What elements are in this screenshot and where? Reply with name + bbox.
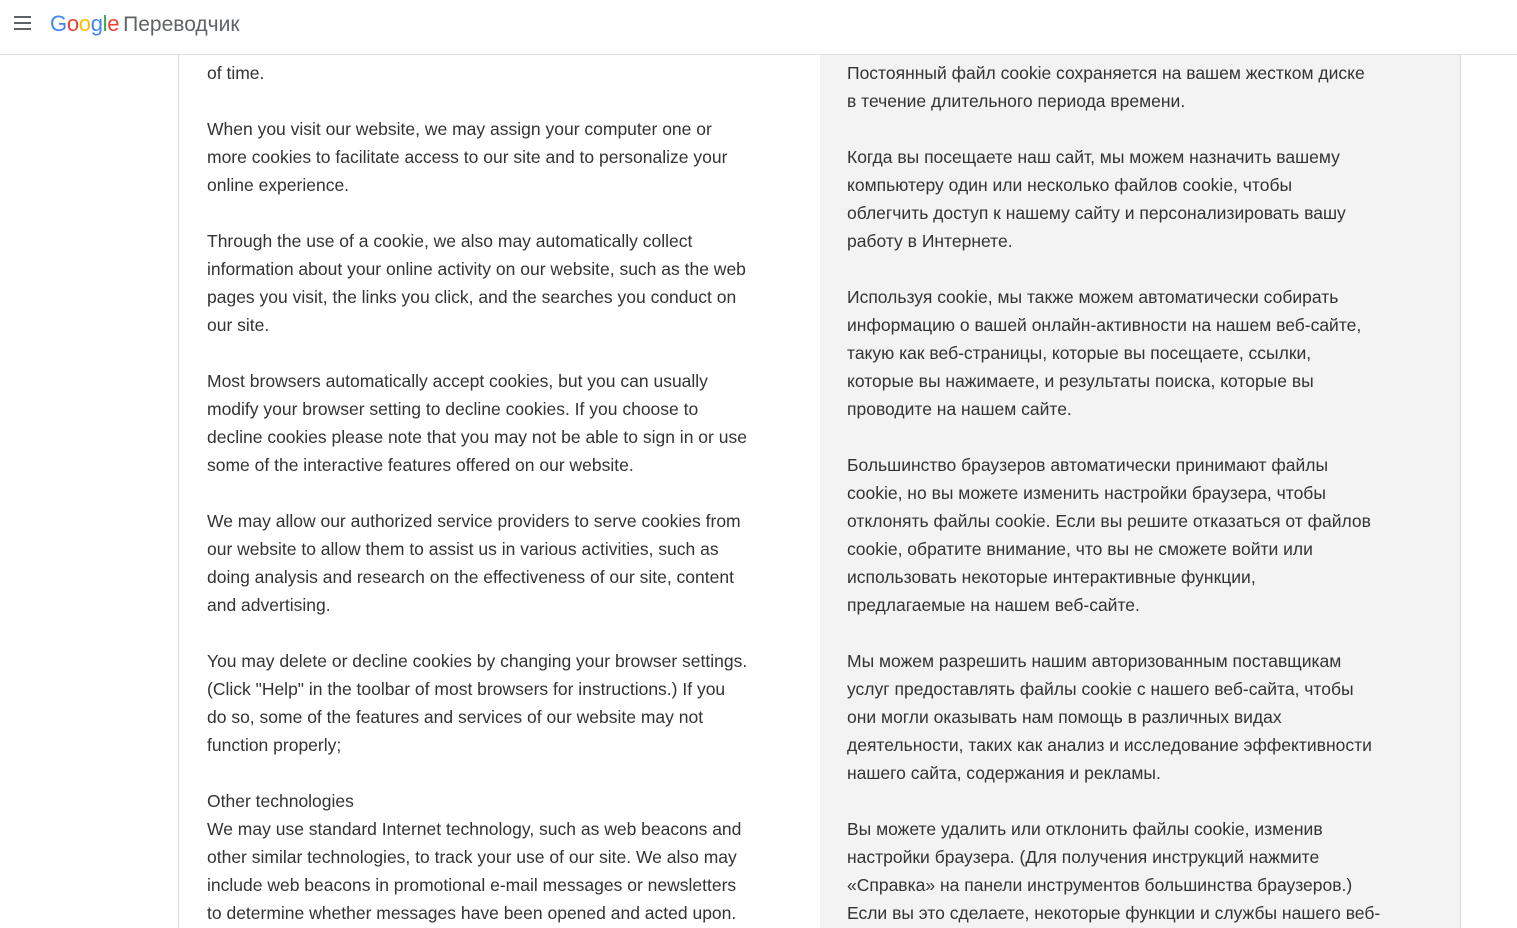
- text-line: Большинство браузеров автоматически принимают файлы: [847, 455, 1329, 475]
- text-line: and advertising.: [207, 595, 331, 615]
- text-line: information about your online activity on our website, such as the web: [207, 259, 746, 279]
- text-line: We may use standard Internet technology, such as web beacons and: [207, 819, 742, 839]
- text-line: do so, some of the features and services of our website may not: [207, 707, 704, 727]
- text-line: Other technologies: [207, 791, 354, 811]
- text-line: которые вы нажимаете, и результаты поиска, которые вы: [847, 371, 1314, 391]
- text-line: Постоянный файл cookie сохраняется на вашем жестком диске: [847, 63, 1365, 83]
- text-line: проводите на нашем сайте.: [847, 399, 1072, 419]
- original-paragraph: [207, 507, 780, 619]
- text-line: настройки браузера. (Для получения инструкций нажмите: [847, 847, 1320, 867]
- text-line: We may allow our authorized service providers to serve cookies from: [207, 511, 741, 531]
- original-paragraph: [207, 647, 780, 759]
- text-line: modify your browser setting to decline cookies. If you choose to: [207, 399, 699, 419]
- text-line: other similar technologies, to track your use of our site. We also may: [207, 847, 737, 867]
- original-paragraph: [207, 59, 780, 87]
- original-paragraph: [207, 787, 780, 927]
- text-line: of time.: [207, 63, 265, 83]
- text-line: компьютеру один или несколько файлов cookie, чтобы: [847, 175, 1293, 195]
- text-line: Through the use of a cookie, we also may automatically collect: [207, 231, 693, 251]
- text-line: Если вы это сделаете, некоторые функции и службы нашего веб-: [847, 903, 1381, 923]
- text-line: работу в Интернете.: [847, 231, 1013, 251]
- original-paragraph: [207, 367, 780, 479]
- original-paragraph: [207, 227, 780, 339]
- text-line: Most browsers automatically accept cookies, but you can usually: [207, 371, 708, 391]
- text-line: doing analysis and research on the effectiveness of our site, content: [207, 567, 734, 587]
- google-logo-letter: e: [107, 11, 120, 36]
- text-line: online experience.: [207, 175, 350, 195]
- translated-paragraph: [847, 451, 1421, 619]
- text-line: some of the interactive features offered on our website.: [207, 455, 634, 475]
- text-line: function properly;: [207, 735, 342, 755]
- text-line: предлагаемые на нашем веб-сайте.: [847, 595, 1140, 615]
- translated-paragraph: [847, 647, 1421, 787]
- text-line: они могли оказывать нам помощь в различных видах: [847, 707, 1282, 727]
- text-line: more cookies to facilitate access to our site and to personalize your: [207, 147, 728, 167]
- text-line: использовать некоторые интерактивные функции,: [847, 567, 1256, 587]
- translated-paragraph: [847, 815, 1421, 927]
- google-logo-letter: o: [78, 11, 91, 36]
- text-line: You may delete or decline cookies by changing your browser settings.: [207, 651, 748, 671]
- text-line: Вы можете удалить или отклонить файлы cookie, изменив: [847, 819, 1323, 839]
- text-line: When you visit our website, we may assign your computer one or: [207, 119, 712, 139]
- text-line: cookie, обратите внимание, что вы не сможете войти или: [847, 539, 1313, 559]
- hamburger-menu-icon[interactable]: [10, 10, 36, 36]
- app-header: [0, 0, 1517, 55]
- text-line: include web beacons in promotional e-mail messages or newsletters: [207, 875, 737, 895]
- original-text-column: [179, 55, 820, 928]
- text-line: такую как веб-страницы, которые вы посещаете, ссылки,: [847, 343, 1312, 363]
- product-name: Переводчик: [123, 13, 240, 36]
- translated-paragraph: [847, 143, 1421, 255]
- text-line: Мы можем разрешить нашим авторизованным поставщикам: [847, 651, 1342, 671]
- text-line: Используя cookie, мы также можем автоматически собирать: [847, 287, 1339, 307]
- text-line: to determine whether messages have been opened and acted upon.: [207, 903, 737, 923]
- translated-document: [178, 55, 1461, 928]
- google-logo-letter: l: [102, 11, 108, 36]
- text-line: (Click "Help" in the toolbar of most browsers for instructions.) If you: [207, 679, 726, 699]
- translated-paragraph: [847, 283, 1421, 423]
- text-line: нашего сайта, содержания и рекламы.: [847, 763, 1161, 783]
- google-logo-letter: G: [50, 11, 67, 36]
- google-logo: [50, 11, 119, 36]
- text-line: отклонять файлы cookie. Если вы решите отказаться от файлов: [847, 511, 1371, 531]
- text-line: информацию о вашей онлайн-активности на нашем веб-сайте,: [847, 315, 1362, 335]
- text-line: our site.: [207, 315, 270, 335]
- text-line: decline cookies please note that you may not be able to sign in or use: [207, 427, 747, 447]
- google-logo-letter: o: [66, 11, 79, 36]
- app-logo[interactable]: [50, 10, 240, 39]
- text-line: услуг предоставлять файлы cookie с нашего веб-сайта, чтобы: [847, 679, 1354, 699]
- text-line: pages you visit, the links you click, and the searches you conduct on: [207, 287, 737, 307]
- text-line: cookie, но вы можете изменить настройки браузера, чтобы: [847, 483, 1326, 503]
- text-line: облегчить доступ к нашему сайту и персонализировать вашу: [847, 203, 1346, 223]
- text-line: «Справка» на панели инструментов большинства браузеров.): [847, 875, 1353, 895]
- google-logo-letter: g: [90, 11, 103, 36]
- text-line: в течение длительного периода времени.: [847, 91, 1186, 111]
- text-line: our website to allow them to assist us in various activities, such as: [207, 539, 719, 559]
- translated-paragraph: [847, 59, 1421, 115]
- text-line: Когда вы посещаете наш сайт, мы можем назначить вашему: [847, 147, 1340, 167]
- original-paragraph: [207, 115, 780, 199]
- translation-text-column: [820, 55, 1461, 928]
- text-line: деятельности, таких как анализ и исследование эффективности: [847, 735, 1372, 755]
